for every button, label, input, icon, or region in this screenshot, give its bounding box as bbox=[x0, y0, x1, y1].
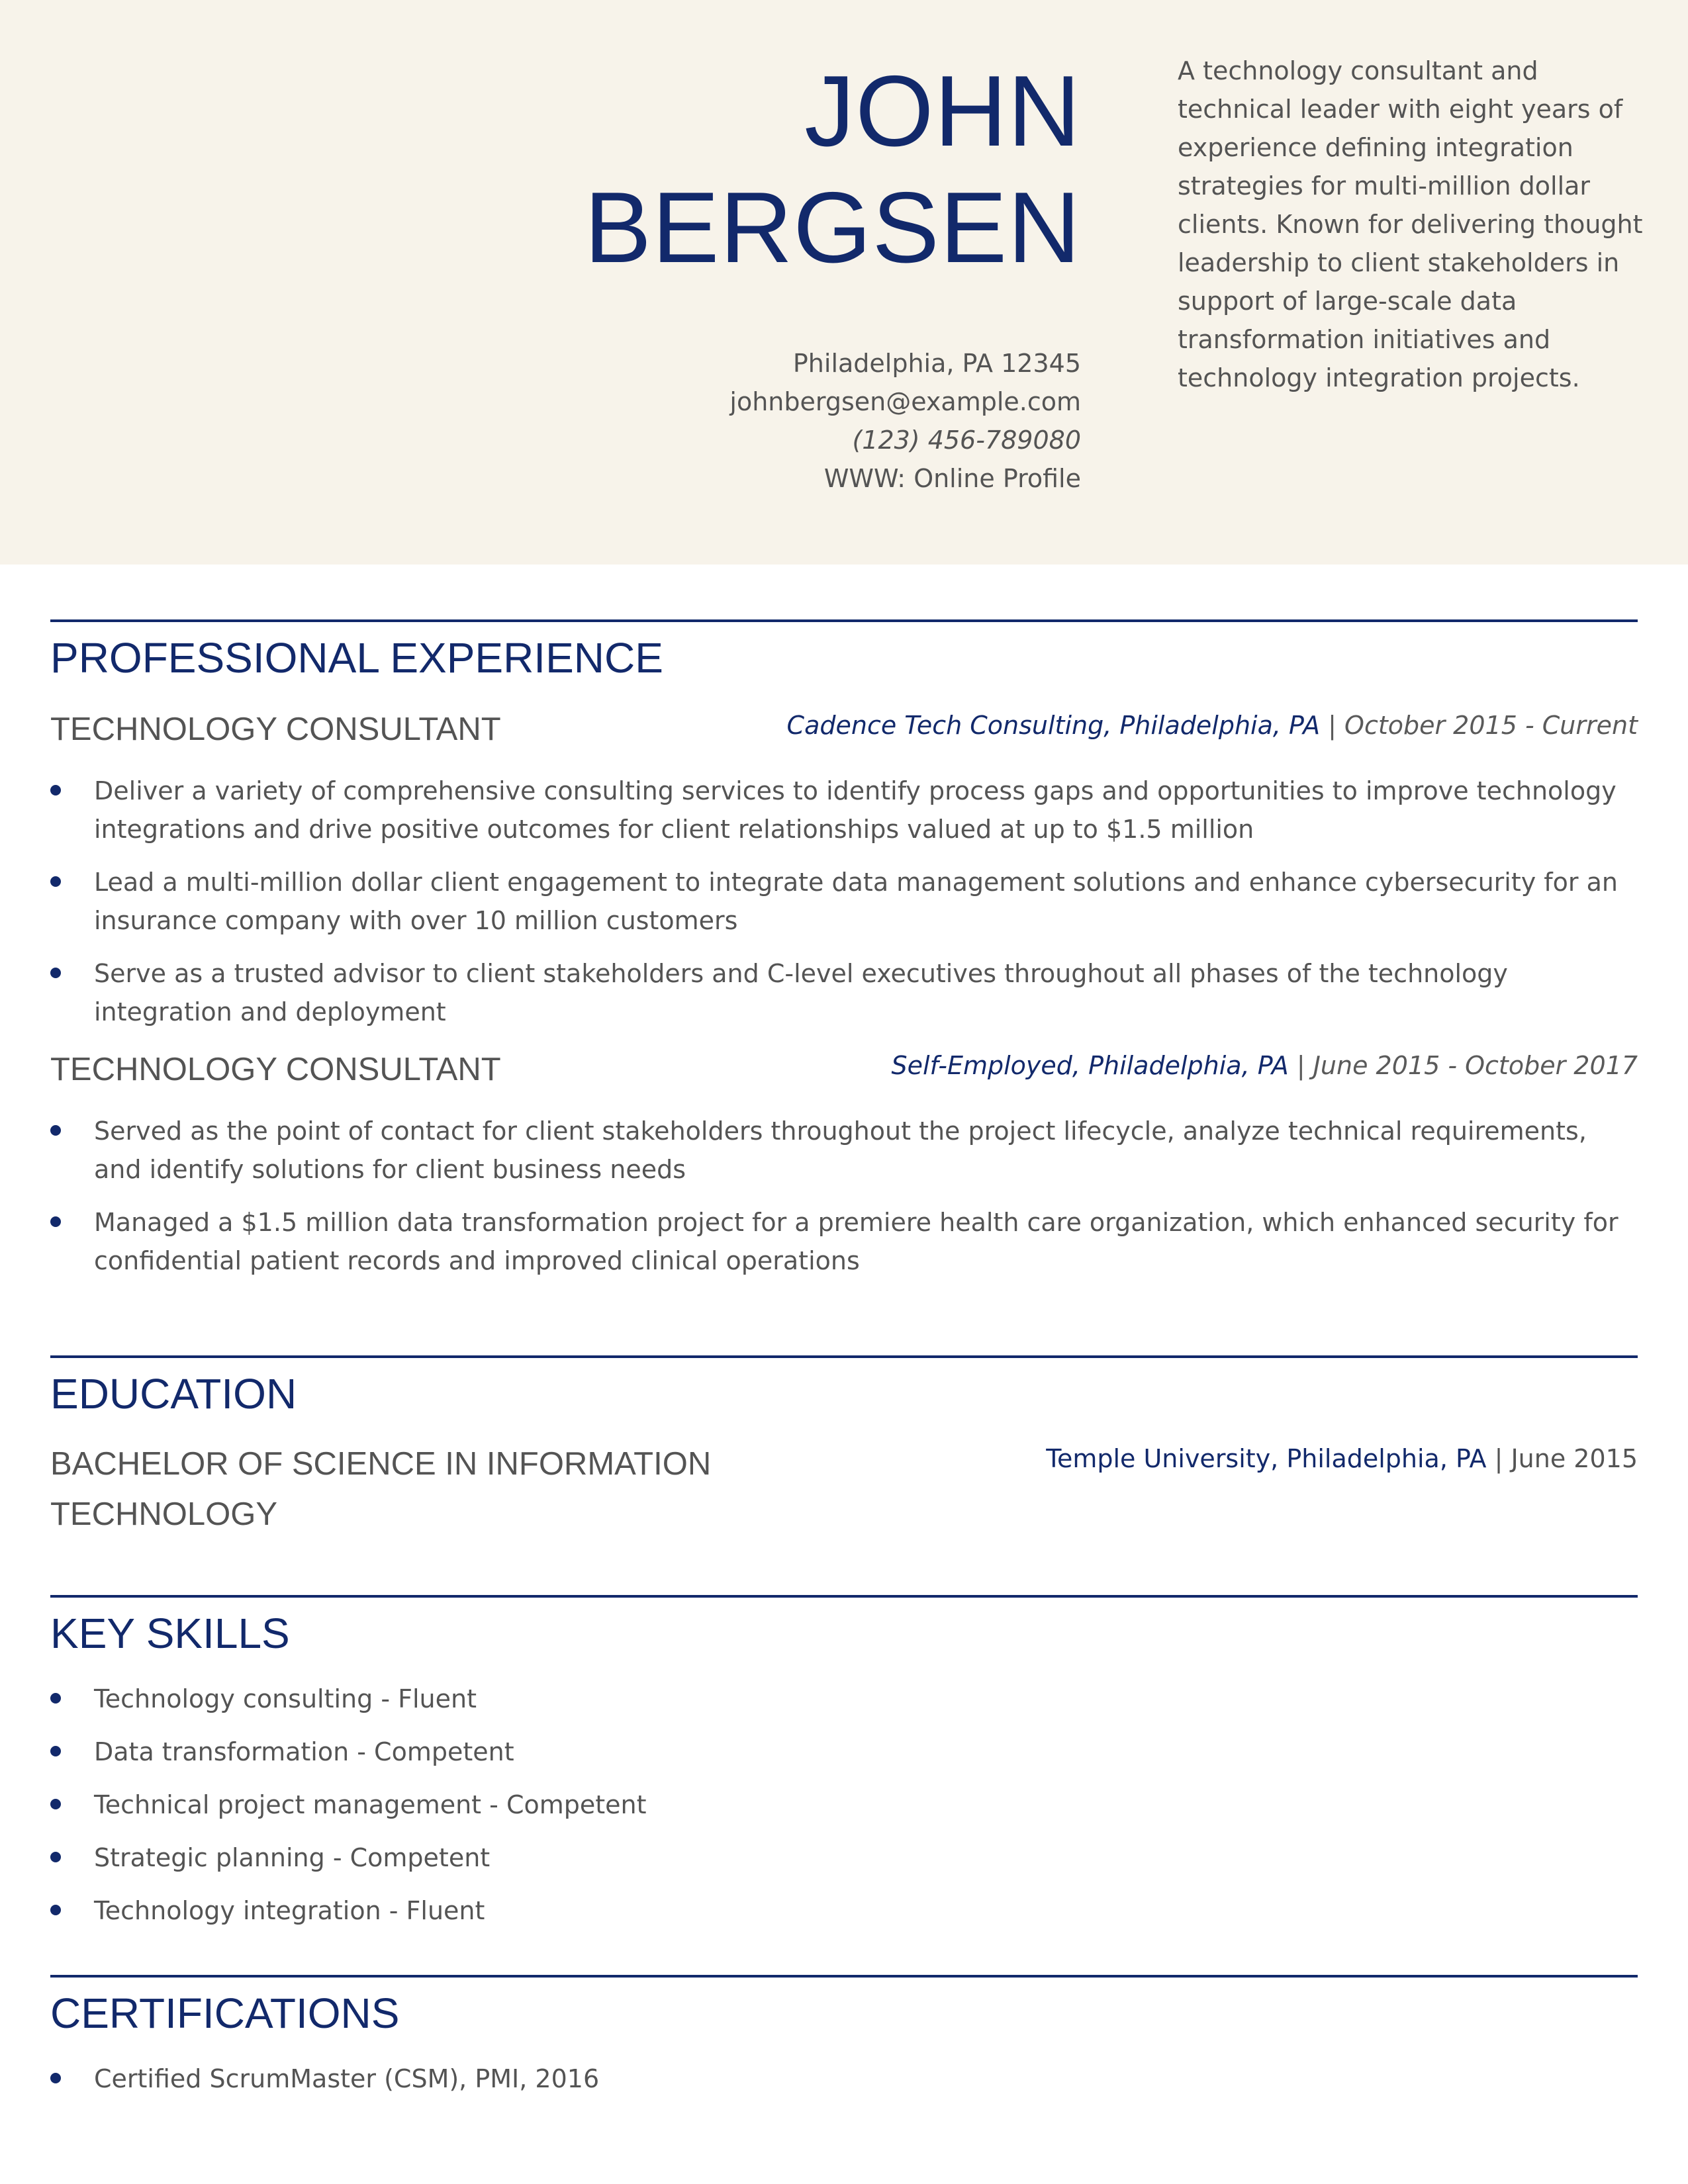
graduation-date: June 2015 bbox=[1511, 1444, 1638, 1473]
meta-separator: | bbox=[1486, 1444, 1511, 1473]
contact-info bbox=[729, 344, 1081, 498]
first-name: JOHN bbox=[804, 55, 1081, 167]
bullet-text: Managed a $1.5 million data transformation project for a premiere health care organization, which enhanced security for confidential patient records and improved clinical operations bbox=[94, 1208, 1618, 1275]
certification-text: Certified ScrumMaster (CSM), PMI, 2016 bbox=[94, 2064, 600, 2093]
job-title: TECHNOLOGY CONSULTANT bbox=[50, 1052, 501, 1087]
section-divider bbox=[50, 1355, 1638, 1358]
list-item bbox=[50, 1839, 1638, 1877]
skill-text: Strategic planning - Competent bbox=[94, 1843, 491, 1872]
bullet-text: Served as the point of contact for client stakeholders throughout the project lifecycle, analyze technical requirements, and identify solutions for client business needs bbox=[94, 1116, 1587, 1184]
certifications-list bbox=[50, 2060, 1638, 2098]
candidate-name bbox=[585, 53, 1081, 286]
section-title: EDUCATION bbox=[50, 1370, 297, 1418]
job-organization: Cadence Tech Consulting, Philadelphia, PA bbox=[786, 711, 1321, 740]
bullet-icon bbox=[50, 1799, 61, 1809]
skills-list bbox=[50, 1680, 1638, 1930]
skill-text: Data transformation - Competent bbox=[94, 1737, 514, 1766]
job-entry bbox=[50, 705, 1638, 1031]
experience-section bbox=[50, 619, 1638, 1295]
job-header bbox=[50, 1046, 1638, 1099]
job-entry bbox=[50, 1046, 1638, 1280]
bullet-text: Lead a multi-million dollar client engagement to integrate data management solutions and enhance cybersecurity for an insurance company with over 10 million customers bbox=[94, 868, 1618, 935]
bullet-icon bbox=[50, 2073, 61, 2083]
list-item bbox=[50, 2060, 1638, 2098]
section-divider bbox=[50, 1975, 1638, 1978]
bullet-icon bbox=[50, 1693, 61, 1704]
email[interactable]: johnbergsen@example.com bbox=[729, 387, 1081, 416]
phone[interactable]: (123) 456-789080 bbox=[852, 426, 1081, 455]
list-item bbox=[50, 1733, 1638, 1771]
list-item bbox=[50, 954, 1638, 1031]
skill-text: Technology integration - Fluent bbox=[94, 1896, 485, 1925]
summary: A technology consultant and technical leader with eight years of experience defining integration strategies for multi-million dollar clients. Known for delivering thought leadership to client stakeholders in support of large-scale data transformation initiatives and technology integration projects. bbox=[1178, 56, 1643, 392]
meta-separator: | bbox=[1320, 711, 1345, 740]
skills-section bbox=[50, 1595, 1638, 1944]
job-dates: June 2015 - October 2017 bbox=[1313, 1051, 1638, 1080]
location: Philadelphia, PA 12345 bbox=[792, 349, 1081, 378]
list-item bbox=[50, 1112, 1638, 1189]
website[interactable]: WWW: Online Profile bbox=[823, 464, 1081, 493]
section-divider bbox=[50, 1595, 1638, 1598]
bullet-icon bbox=[50, 968, 61, 978]
job-title: TECHNOLOGY CONSULTANT bbox=[50, 711, 501, 747]
bullet-icon bbox=[50, 1216, 61, 1227]
list-item bbox=[50, 1891, 1638, 1930]
list-item bbox=[50, 772, 1638, 848]
job-meta bbox=[787, 705, 1638, 745]
last-name: BERGSEN bbox=[584, 171, 1081, 284]
section-title: PROFESSIONAL EXPERIENCE bbox=[50, 634, 663, 682]
bullet-icon bbox=[50, 1852, 61, 1862]
bullet-icon bbox=[50, 876, 61, 887]
bullet-text: Deliver a variety of comprehensive consulting services to identify process gaps and opportunities to improve technology integrations and drive positive outcomes for client relationships valued at up to $1.5 million bbox=[94, 776, 1617, 844]
meta-separator: | bbox=[1288, 1051, 1313, 1080]
education-meta bbox=[1046, 1439, 1638, 1479]
bullet-text: Serve as a trusted advisor to client stakeholders and C-level executives throughout all phases of the technology integration and deployment bbox=[94, 959, 1508, 1026]
skill-text: Technology consulting - Fluent bbox=[94, 1684, 477, 1713]
section-title: CERTIFICATIONS bbox=[50, 1989, 400, 2037]
section-title: KEY SKILLS bbox=[50, 1610, 290, 1657]
bullet-icon bbox=[50, 1746, 61, 1756]
list-item bbox=[50, 1203, 1638, 1280]
bullet-icon bbox=[50, 1905, 61, 1915]
job-bullets bbox=[50, 1112, 1638, 1280]
bullet-icon bbox=[50, 1125, 61, 1136]
bullet-icon bbox=[50, 785, 61, 796]
job-dates: October 2015 - Current bbox=[1344, 711, 1638, 740]
list-item bbox=[50, 1786, 1638, 1824]
school: Temple University, Philadelphia, PA bbox=[1046, 1444, 1487, 1473]
resume-header bbox=[0, 0, 1688, 565]
list-item bbox=[50, 1680, 1638, 1718]
education-section bbox=[50, 1355, 1638, 1551]
job-bullets bbox=[50, 772, 1638, 1031]
degree: BACHELOR OF SCIENCE IN INFORMATION TECHNOLOGY bbox=[50, 1446, 712, 1532]
education-entry bbox=[50, 1439, 1638, 1551]
list-item bbox=[50, 863, 1638, 940]
job-header bbox=[50, 705, 1638, 758]
section-divider bbox=[50, 619, 1638, 622]
job-meta bbox=[891, 1046, 1638, 1085]
job-organization: Self-Employed, Philadelphia, PA bbox=[891, 1051, 1289, 1080]
certifications-section bbox=[50, 1975, 1638, 2113]
skill-text: Technical project management - Competent bbox=[94, 1790, 647, 1819]
